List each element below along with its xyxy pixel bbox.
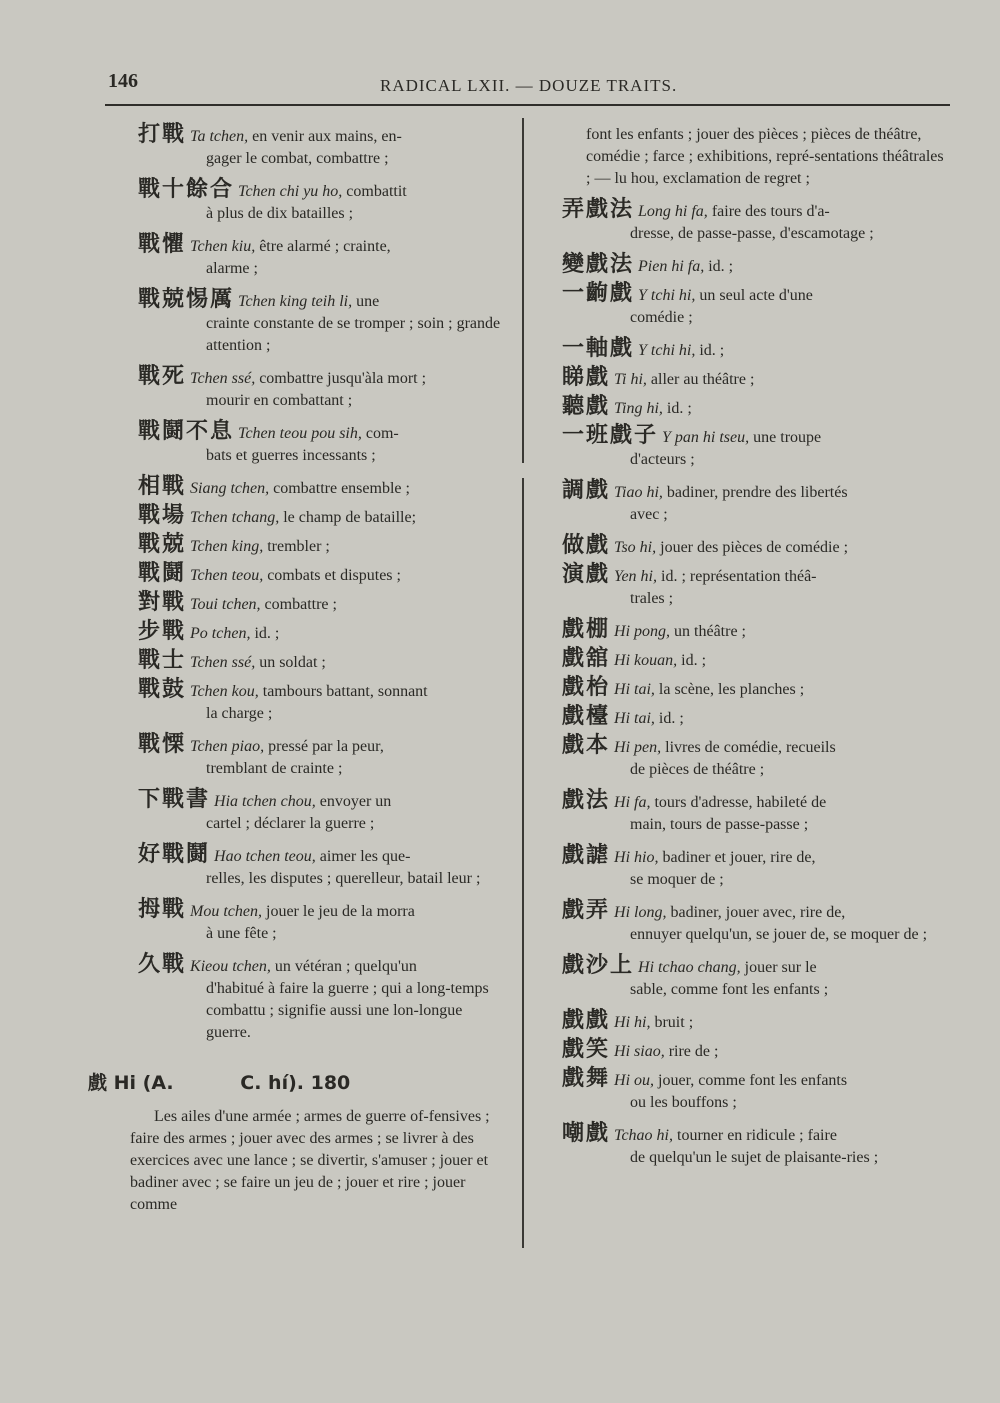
entry-continuation: bats et guerres incessants ; [206,447,376,464]
entry-headword: 戲本 [562,733,611,758]
dictionary-entry [100,505,510,529]
entry-continuation: la charge ; [206,705,273,722]
entry-headword: 戰懼 [138,232,187,257]
entry-definition: jouer le jeu de la morra [266,903,415,920]
dictionary-entry [100,289,510,357]
entry-continuation: de quelqu'un le sujet de plaisante-ries ; [630,1149,879,1166]
entry-continuation: mourir en combattant ; [206,392,353,409]
entry-definition: être alarmé ; crainte, [259,238,391,255]
entry-definition: aimer les que- [319,848,411,865]
entry-definition: un théâtre ; [674,623,746,640]
entry-romanization: Tchen ssé, [186,654,260,671]
dictionary-entry [562,790,952,836]
entry-headword: 一班戲子 [562,423,659,448]
entry-definition: combattre jusqu'àla mort ; [259,370,427,387]
entry-romanization: Y tchi hi, [634,287,700,304]
entry-headword: 久戰 [138,952,187,977]
entry-continuation: d'acteurs ; [630,451,695,468]
dictionary-entry [100,650,510,674]
entry-romanization: Y pan hi tseu, [658,429,754,446]
entry-definition: tambours battant, sonnant [262,683,428,700]
dictionary-entry [100,234,510,280]
entry-definition: rire de ; [668,1043,719,1060]
entry-headword: 戰鬪不息 [138,419,235,444]
section-label: Hi (A. [113,1072,174,1094]
entry-romanization: Yen hi, [610,568,661,585]
entry-romanization: Tchen king, [186,538,268,555]
entry-continuation: crainte constante de se tromper ; soin ; grande attention ; [206,315,501,354]
entry-definition: trembler ; [267,538,330,555]
entry-romanization: Tchen chi yu ho, [234,183,347,200]
entry-definition: pressé par la peur, [268,738,384,755]
entry-definition: id. ; [681,652,707,669]
entry-romanization: Ta tchen, [186,128,253,145]
entry-continuation: sable, comme font les enfants ; [630,981,829,998]
entry-romanization: Tchen teou, [186,567,268,584]
entry-headword: 戲謔 [562,843,611,868]
entry-headword: 戰鼓 [138,677,187,702]
entry-definition: combattre ; [264,596,337,613]
entry-definition: jouer des pièces de comédie ; [660,539,849,556]
entry-headword: 一齣戲 [562,281,635,306]
entry-romanization: Tso hi, [610,539,661,556]
page-number: 146 [108,70,138,92]
dictionary-entry [562,396,952,420]
entry-definition: faire des tours d'a- [711,203,830,220]
entry-headword: 嘲戲 [562,1121,611,1146]
entry-headword: 戰慄 [138,732,187,757]
entry-romanization: Hi hio, [610,849,663,866]
entry-headword: 戲法 [562,788,611,813]
entry-continuation: alarme ; [206,260,258,277]
dictionary-entry [100,679,510,725]
dictionary-entry [100,476,510,500]
entry-headword: 戰場 [138,503,187,528]
entry-headword: 戰兢 [138,532,187,557]
entry-romanization: Hi kouan, [610,652,682,669]
entry-romanization: Hia tchen chou, [210,793,320,810]
dictionary-entry [562,367,952,391]
entry-romanization: Toui tchen, [186,596,265,613]
entry-definition: badiner et jouer, rire de, [662,849,816,866]
entry-romanization: Hao tchen teou, [210,848,320,865]
entry-headword: 下戰書 [138,787,211,812]
dictionary-entry [562,845,952,891]
entry-definition: com- [365,425,399,442]
entry-continuation: tremblant de crainte ; [206,760,343,777]
entry-continuation: cartel ; déclarer la guerre ; [206,815,375,832]
entry-romanization: Tchen tchang, [186,509,284,526]
entry-romanization: Y tchi hi, [634,342,700,359]
entry-headword: 戲沙上 [562,953,635,978]
entry-headword: 做戲 [562,533,611,558]
entry-headword: 戲弄 [562,898,611,923]
dictionary-entry [100,734,510,780]
entry-headword: 好戰鬪 [138,842,211,867]
dictionary-entry [562,648,952,672]
entry-romanization: Hi fa, [610,794,655,811]
entry-definition: tourner en ridicule ; faire [677,1127,837,1144]
dictionary-entry [100,954,510,1044]
dictionary-entry [100,844,510,890]
entry-continuation: avec ; [630,506,668,523]
entry-definition: la scène, les planches ; [658,681,805,698]
entry-continuation: trales ; [630,590,674,607]
entry-headword: 戲舘 [562,646,611,671]
entry-definition: un soldat ; [259,654,326,671]
entry-romanization: Tchen kiu, [186,238,260,255]
entry-headword: 戰鬪 [138,561,187,586]
section-char: 戲 [88,1072,108,1094]
section-heading [88,1072,510,1094]
entry-definition: tours d'adresse, habileté de [654,794,827,811]
entry-romanization: Tchen teou pou sih, [234,425,366,442]
entry-headword: 聽戲 [562,394,611,419]
entry-headword: 步戰 [138,619,187,644]
dictionary-entry [562,535,952,559]
entry-definition: id. ; [666,400,692,417]
dictionary-entry [100,789,510,835]
dictionary-entry [562,1010,952,1034]
dictionary-entry [562,425,952,471]
entry-continuation: se moquer de ; [630,871,724,888]
entry-romanization: Hi pen, [610,739,666,756]
entry-definition: le champ de bataille; [283,509,417,526]
dictionary-entry [562,900,952,946]
entry-romanization: Ting hi, [610,400,667,417]
dictionary-entry [562,283,952,329]
entry-headword: 打戰 [138,122,187,147]
entry-headword: 戰兢惕厲 [138,287,235,312]
dictionary-entry [562,564,952,610]
entry-definition: combattit [346,183,407,200]
entry-headword: 拇戰 [138,897,187,922]
continued-definition: font les enfants ; jouer des pièces ; pièces de théâtre, comédie ; farce ; exhibitions, repré-sentations théâtrales ; — lu hou, exclamation de regret ; [586,126,944,187]
entry-continuation: dresse, de passe-passe, d'escamotage ; [630,225,874,242]
entry-romanization: Mou tchen, [186,903,266,920]
dictionary-entry [100,563,510,587]
dictionary-entry [100,124,510,170]
entry-headword: 演戲 [562,562,611,587]
entry-definition: livres de comédie, recueils [665,739,836,756]
dictionary-entry [562,677,952,701]
right-entry-list [562,199,952,1169]
entry-headword: 弄戲法 [562,197,635,222]
entry-headword: 戲檯 [562,704,611,729]
entry-headword: 戲笑 [562,1037,611,1062]
entry-romanization: Long hi fa, [634,203,712,220]
entry-continuation: main, tours de passe-passe ; [630,816,809,833]
entry-romanization: Tchao hi, [610,1127,677,1144]
column-rule-lower [522,478,524,1248]
header-rule [105,104,950,106]
dictionary-entry [562,735,952,781]
dictionary-entry [100,421,510,467]
section-code: C. hí). 180 [240,1072,351,1094]
column-rule-upper [522,118,524,463]
entry-definition: en venir aux mains, en- [252,128,402,145]
entry-definition: jouer sur le [744,959,817,976]
entry-romanization: Hi tchao chang, [634,959,745,976]
dictionary-entry [100,179,510,225]
entry-definition: une [356,293,380,310]
entry-headword: 一軸戲 [562,336,635,361]
entry-continuation: à plus de dix batailles ; [206,205,354,222]
entry-headword: 對戰 [138,590,187,615]
running-head: RADICAL LXII. — DOUZE TRAITS. [380,76,678,95]
entry-continuation: d'habitué à faire la guerre ; qui a long-temps combattu ; signifie aussi une lon-longue guerre. [206,980,489,1041]
dictionary-entry [100,366,510,412]
entry-continuation: à une fête ; [206,925,277,942]
dictionary-entry [562,1039,952,1063]
entry-headword: 戲枱 [562,675,611,700]
dictionary-entry [562,338,952,362]
entry-romanization: Hi pong, [610,623,675,640]
entry-romanization: Tchen king teih li, [234,293,357,310]
dictionary-entry [562,955,952,1001]
entry-romanization: Po tchen, [186,625,255,642]
left-entry-list [100,124,510,1044]
entry-definition: un vétéran ; quelqu'un [274,958,417,975]
dictionary-entry [562,199,952,245]
entry-definition: un seul acte d'une [699,287,813,304]
entry-romanization: Tchen kou, [186,683,263,700]
entry-definition: combats et disputes ; [267,567,401,584]
entry-definition: badiner, jouer avec, rire de, [670,904,846,921]
entry-romanization: Pien hi fa, [634,258,709,275]
entry-headword: 戲舞 [562,1066,611,1091]
entry-headword: 戰死 [138,364,187,389]
entry-definition: combattre ensemble ; [273,480,410,497]
dictionary-entry [562,480,952,526]
entry-continuation: ou les bouffons ; [630,1094,737,1111]
entry-headword: 變戲法 [562,252,635,277]
dictionary-entry [100,592,510,616]
entry-headword: 戰士 [138,648,187,673]
entry-romanization: Hi tai, [610,681,659,698]
entry-continuation: ennuyer quelqu'un, se jouer de, se moquer de ; [630,926,928,943]
section-definition: Les ailes d'une armée ; armes de guerre of-fensives ; faire des armes ; jouer avec des armes ; se livrer à des exercices avec une lance ; se divertir, s'amuser ; jouer et badiner avec ; se faire un jeu de ; jouer et rire ; jouer comme [130,1108,490,1213]
entry-headword: 調戲 [562,478,611,503]
entry-definition: aller au théâtre ; [650,371,755,388]
dictionary-entry [562,706,952,730]
entry-definition: jouer, comme font les enfants [658,1072,848,1089]
entry-headword: 戰十餘合 [138,177,235,202]
entry-continuation: comédie ; [630,309,693,326]
entry-definition: id. ; [708,258,734,275]
dictionary-entry [562,1123,952,1169]
entry-definition: bruit ; [654,1014,694,1031]
dictionary-entry [562,254,952,278]
entry-headword: 相戰 [138,474,187,499]
entry-definition: id. ; [699,342,725,359]
entry-romanization: Hi tai, [610,710,659,727]
entry-definition: envoyer un [319,793,392,810]
entry-romanization: Hi ou, [610,1072,659,1089]
entry-romanization: Hi long, [610,904,671,921]
entry-romanization: Hi hi, [610,1014,655,1031]
dictionary-entry [562,1068,952,1114]
entry-romanization: Tchen piao, [186,738,269,755]
entry-definition: une troupe [753,429,822,446]
entry-romanization: Tchen ssé, [186,370,260,387]
entry-romanization: Siang tchen, [186,480,274,497]
entry-romanization: Ti hi, [610,371,651,388]
dictionary-entry [100,621,510,645]
right-column [562,124,952,1178]
dictionary-entry [100,899,510,945]
entry-definition: id. ; [254,625,280,642]
entry-romanization: Kieou tchen, [186,958,275,975]
entry-continuation: de pièces de théâtre ; [630,761,765,778]
entry-romanization: Hi siao, [610,1043,669,1060]
entry-definition: id. ; représentation théâ- [661,568,817,585]
entry-headword: 睇戲 [562,365,611,390]
entry-definition: badiner, prendre des libertés [666,484,848,501]
entry-headword: 戲棚 [562,617,611,642]
left-column [88,122,510,1216]
entry-continuation: gager le combat, combattre ; [206,150,389,167]
dictionary-entry [562,619,952,643]
dictionary-entry [100,534,510,558]
entry-romanization: Tiao hi, [610,484,667,501]
entry-headword: 戲戲 [562,1008,611,1033]
entry-definition: id. ; [658,710,684,727]
entry-continuation: relles, les disputes ; querelleur, batail leur ; [206,870,481,887]
